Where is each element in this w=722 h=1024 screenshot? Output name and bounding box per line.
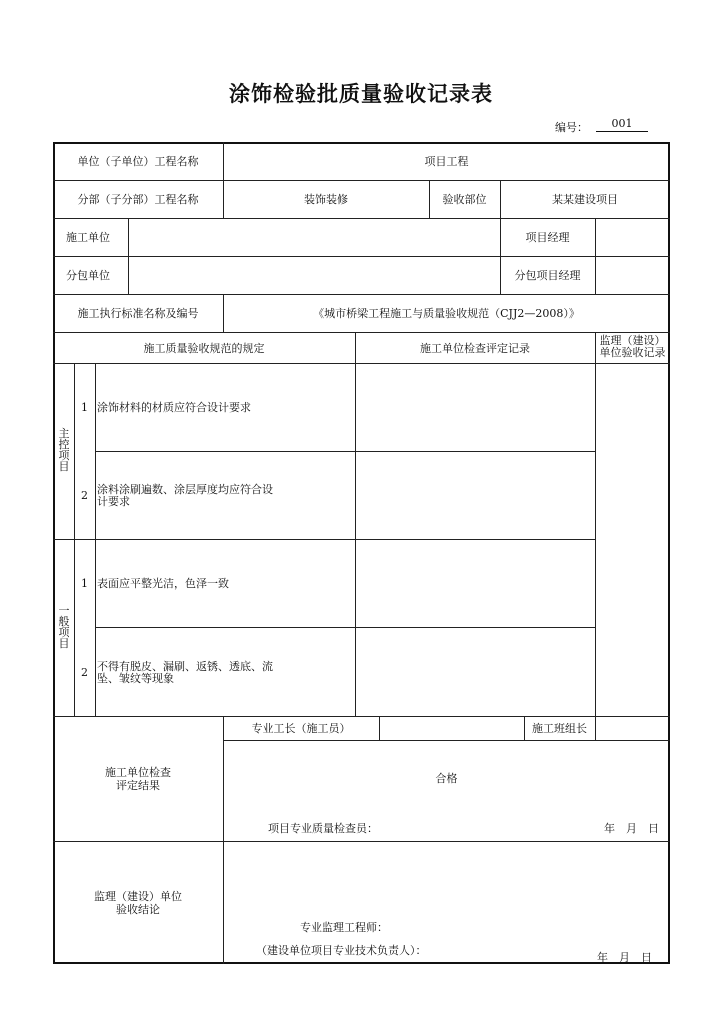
main-item-1-text: 涂饰材料的材质应符合设计要求 xyxy=(97,401,251,414)
team-leader-label: 施工班组长 xyxy=(532,722,587,735)
supervision-date[interactable]: 年 月 日 xyxy=(597,951,652,964)
inspector-label: 项目专业质量检查员： xyxy=(268,822,378,835)
main-item-2-text-line2: 计要求 xyxy=(97,495,130,508)
constructor-label: 施工单位 xyxy=(66,231,110,244)
supervise-header-line1: 监理（建设） xyxy=(599,334,666,347)
standard-label: 施工执行标准名称及编号 xyxy=(77,307,199,320)
foreman-label: 专业工长（施工员） xyxy=(251,722,351,735)
standard-value[interactable]: 《城市桥梁工程施工与质量验收规范（CJJ2—2008）》 xyxy=(313,307,580,320)
general-item-1-text: 表面应平整光洁，色泽一致 xyxy=(97,577,229,590)
general-item-2-text-line2: 坠、皱纹等现象 xyxy=(97,672,174,685)
general-item-2-no: 2 xyxy=(81,666,88,679)
owner-tech-leader-label: （建设单位项目专业技术负责人）： xyxy=(256,944,427,957)
main-item-2-no: 2 xyxy=(81,489,88,502)
spec-header: 施工质量验收规范的规定 xyxy=(143,342,265,355)
result-label-line1: 施工单位检查 xyxy=(105,766,171,779)
general-item-2-text-line1: 不得有脱皮、漏刷、返锈、透底、流 xyxy=(97,660,273,673)
supervision-label-line2: 验收结论 xyxy=(116,903,160,916)
record-number-value: 001 xyxy=(596,117,648,132)
inspection-part-label: 验收部位 xyxy=(442,193,487,206)
result-conclusion[interactable]: 合格 xyxy=(435,772,458,785)
division-name-value[interactable]: 装饰装修 xyxy=(304,193,348,206)
inspection-part-value[interactable]: 某某建设项目 xyxy=(552,193,618,206)
project-name-value[interactable]: 项目工程 xyxy=(424,155,469,168)
record-number-label: 编号： xyxy=(555,121,588,134)
result-label-line2: 评定结果 xyxy=(116,779,160,792)
general-items-group-text: 一般项目 xyxy=(58,604,70,650)
general-items-group-label xyxy=(58,605,70,649)
main-items-group-text: 主控项目 xyxy=(58,427,70,473)
project-name-label: 单位（子单位）工程名称 xyxy=(77,155,199,168)
sub-manager-label: 分包项目经理 xyxy=(514,269,581,282)
main-items-group-label xyxy=(58,428,70,472)
division-name-label: 分部（子分部）工程名称 xyxy=(77,193,199,206)
supervision-label-line1: 监理（建设）单位 xyxy=(94,890,182,903)
page-title: 涂饰检验批质量验收记录表 xyxy=(229,82,493,106)
project-manager-label: 项目经理 xyxy=(525,231,570,244)
subcontractor-label: 分包单位 xyxy=(66,269,110,282)
supervising-engineer-label: 专业监理工程师： xyxy=(300,921,388,934)
result-date[interactable]: 年 月 日 xyxy=(604,822,659,835)
supervise-header-line2: 单位验收记录 xyxy=(599,346,666,359)
main-item-2-text-line1: 涂料涂刷遍数、涂层厚度均应符合设 xyxy=(97,483,273,496)
check-header: 施工单位检查评定记录 xyxy=(420,342,530,355)
general-item-1-no: 1 xyxy=(81,577,88,590)
supervise-header xyxy=(595,335,670,359)
main-item-1-no: 1 xyxy=(81,401,88,414)
